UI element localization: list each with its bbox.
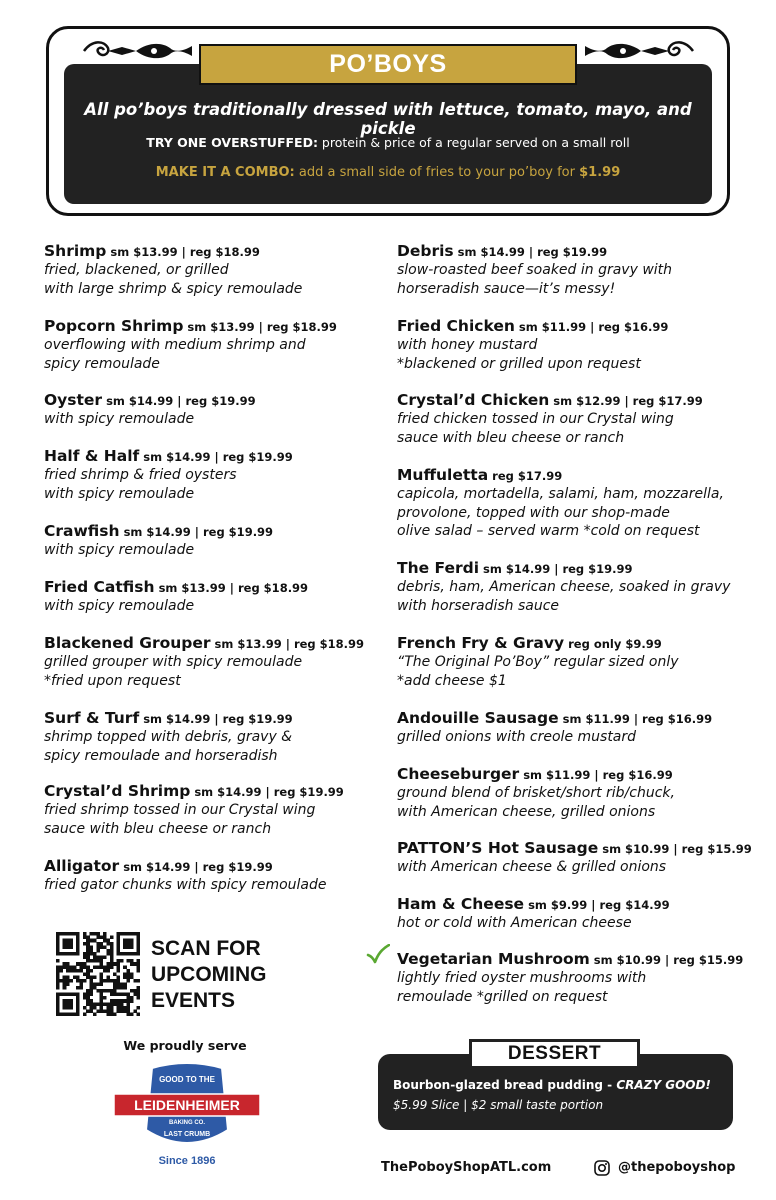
dessert-item-name: Bourbon-glazed bread pudding -: [393, 1078, 617, 1092]
item-price: sm $11.99 | reg $16.99: [562, 712, 713, 726]
menu-item-andouille-sausage: [397, 709, 747, 747]
menu-item-muffuletta: [397, 466, 747, 541]
item-name: Oyster: [44, 391, 103, 409]
menu-item-crystald-shrimp: [44, 782, 394, 838]
item-desc: fried shrimp tossed in our Crystal wing: [44, 802, 316, 818]
dessert-price: $5.99 Slice | $2 small taste portion: [393, 1098, 604, 1112]
item-price: sm $14.99 | reg $19.99: [106, 394, 256, 408]
item-desc: fried gator chunks with spicy remoulade: [44, 877, 327, 893]
item-price: sm $13.99 | reg $18.99: [214, 637, 365, 651]
menu-item-debris: [397, 242, 747, 298]
item-name: Fried Catfish: [44, 578, 155, 596]
menu-item-half-and-half: [44, 447, 394, 503]
dessert-tab: [469, 1039, 640, 1069]
leidenheimer-logo: [112, 1060, 262, 1170]
item-name: Debris: [397, 242, 454, 260]
item-price: sm $14.99 | reg $19.99: [194, 785, 344, 799]
item-desc: grilled onions with creole mustard: [397, 729, 637, 745]
item-name: Crawfish: [44, 522, 120, 540]
item-desc: ground blend of brisket/short rib/chuck,: [397, 785, 675, 801]
logo-top-text: GOOD TO THE: [159, 1075, 215, 1084]
item-name: PATTON’S Hot Sausage: [397, 839, 599, 857]
item-name: Surf & Turf: [44, 709, 140, 727]
item-desc: *blackened or grilled upon request: [397, 355, 641, 372]
item-name: Crystal’d Chicken: [397, 391, 550, 409]
item-desc: fried, blackened, or grilled: [44, 262, 229, 278]
item-desc: with spicy remoulade: [44, 598, 195, 614]
item-price: sm $10.99 | reg $15.99: [593, 953, 744, 967]
scan-line: SCAN FOR: [151, 937, 261, 960]
menu-item-surf-and-turf: [44, 709, 394, 765]
item-desc: spicy remoulade and horseradish: [44, 747, 278, 764]
dessert-item-tag: CRAZY GOOD!: [616, 1078, 711, 1092]
menu-item-vegetarian-mushroom: [397, 950, 747, 1006]
item-desc: debris, ham, American cheese, soaked in gravy: [397, 579, 731, 595]
item-price: sm $11.99 | reg $16.99: [523, 768, 673, 782]
item-price: reg $17.99: [492, 469, 563, 483]
item-name: Crystal’d Shrimp: [44, 782, 191, 800]
item-desc: lightly fried oyster mushrooms with: [397, 970, 647, 986]
overstuffed-label: TRY ONE OVERSTUFFED:: [146, 135, 318, 150]
item-name: Alligator: [44, 857, 120, 875]
dressing-note: All po’boys traditionally dressed with lettuce, tomato, mayo, and pickle: [84, 100, 692, 138]
item-desc: with spicy remoulade: [44, 542, 195, 558]
scan-line: EVENTS: [151, 989, 236, 1012]
instagram-icon[interactable]: [594, 1160, 610, 1176]
logo-since-text: Since 1896: [158, 1155, 216, 1167]
item-price: sm $10.99 | reg $15.99: [602, 842, 752, 856]
item-name: Cheeseburger: [397, 765, 520, 783]
scan-for-events: [151, 936, 351, 1014]
item-name: Popcorn Shrimp: [44, 317, 184, 335]
item-desc: shrimp topped with debris, gravy &: [44, 729, 293, 745]
logo-sub-text: BAKING CO.: [169, 1120, 205, 1126]
item-name: Vegetarian Mushroom: [397, 950, 590, 968]
dessert-title: DESSERT: [507, 1043, 602, 1064]
item-price: sm $13.99 | reg $18.99: [187, 320, 337, 334]
combo-note: [64, 165, 712, 180]
scan-line: UPCOMING: [151, 963, 267, 986]
item-desc: remoulade *grilled on request: [397, 988, 608, 1005]
item-desc: fried shrimp & fried oysters: [44, 467, 237, 483]
item-price: sm $13.99 | reg $18.99: [110, 245, 260, 259]
ornament-left-icon: [82, 38, 194, 64]
website-link[interactable]: ThePoboyShopATL.com: [381, 1160, 552, 1175]
menu-item-shrimp: [44, 242, 394, 298]
item-desc: sauce with bleu cheese or ranch: [44, 820, 272, 837]
item-price: sm $14.99 | reg $19.99: [143, 450, 293, 464]
logo-brand-text: LEIDENHEIMER: [134, 1097, 240, 1113]
item-name: Half & Half: [44, 447, 140, 465]
item-desc: sauce with bleu cheese or ranch: [397, 429, 625, 446]
item-price: sm $9.99 | reg $14.99: [528, 898, 670, 912]
dessert-item: [393, 1078, 711, 1092]
item-desc: slow-roasted beef soaked in gravy with: [397, 262, 673, 278]
menu-item-pattons-hot-sausage: [397, 839, 752, 877]
item-desc: fried chicken tossed in our Crystal wing: [397, 411, 674, 427]
item-desc: with honey mustard: [397, 337, 538, 353]
item-desc: with spicy remoulade: [44, 485, 195, 502]
combo-label: MAKE IT A COMBO:: [155, 165, 295, 180]
menu-item-fried-catfish: [44, 578, 394, 616]
item-name: French Fry & Gravy: [397, 634, 565, 652]
item-price: sm $14.99 | reg $19.99: [483, 562, 633, 576]
title-bar: [199, 44, 577, 85]
item-desc: overflowing with medium shrimp and: [44, 337, 306, 353]
menu-item-french-fry-gravy: [397, 634, 747, 690]
instagram-handle[interactable]: @thepoboyshop: [618, 1160, 736, 1175]
item-desc: grilled grouper with spicy remoulade: [44, 654, 303, 670]
item-desc: olive salad – served warm *cold on request: [397, 523, 700, 539]
vegetarian-check-icon: [366, 944, 390, 964]
menu-item-the-ferdi: [397, 559, 747, 615]
menu-item-crystald-chicken: [397, 391, 747, 447]
item-desc: with horseradish sauce: [397, 597, 560, 614]
menu-item-ham-and-cheese: [397, 895, 747, 933]
menu-item-cheeseburger: [397, 765, 747, 821]
logo-bottom-text: LAST CRUMB: [163, 1131, 211, 1138]
item-name: Muffuletta: [397, 466, 489, 484]
item-price: reg only $9.99: [568, 637, 662, 651]
item-desc: with large shrimp & spicy remoulade: [44, 280, 303, 297]
item-name: Blackened Grouper: [44, 634, 211, 652]
item-price: sm $14.99 | reg $19.99: [143, 712, 293, 726]
qr-code-icon[interactable]: [56, 932, 140, 1016]
ornament-right-icon: [583, 38, 695, 64]
item-desc: “The Original Po’Boy” regular sized only: [397, 654, 679, 670]
page-title: PO’BOYS: [329, 50, 447, 78]
menu-item-fried-chicken: [397, 317, 747, 373]
item-price: sm $11.99 | reg $16.99: [518, 320, 669, 334]
item-name: Shrimp: [44, 242, 107, 260]
item-name: The Ferdi: [397, 559, 480, 577]
menu-item-alligator: [44, 857, 394, 895]
combo-price: $1.99: [579, 165, 621, 180]
menu-item-crawfish: [44, 522, 394, 560]
item-name: Andouille Sausage: [397, 709, 559, 727]
item-desc: capicola, mortadella, salami, ham, mozzarella,: [397, 486, 724, 502]
overstuffed-note: [64, 135, 712, 150]
item-desc: *fried upon request: [44, 672, 181, 689]
item-desc: horseradish sauce—it’s messy!: [397, 280, 616, 297]
item-name: Ham & Cheese: [397, 895, 525, 913]
item-price: sm $13.99 | reg $18.99: [158, 581, 309, 595]
item-desc: provolone, topped with our shop-made: [397, 504, 670, 521]
item-desc: hot or cold with American cheese: [397, 915, 632, 931]
item-desc: with American cheese & grilled onions: [397, 859, 667, 875]
overstuffed-text: protein & price of a regular served on a small roll: [317, 135, 630, 150]
item-name: Fried Chicken: [397, 317, 515, 335]
item-price: sm $14.99 | reg $19.99: [123, 525, 274, 539]
menu-item-popcorn-shrimp: [44, 317, 394, 373]
menu-item-oyster: [44, 391, 394, 429]
item-desc: with spicy remoulade: [44, 411, 195, 427]
combo-text: add a small side of fries to your po’boy for: [294, 165, 580, 180]
menu-item-blackened-grouper: [44, 634, 394, 690]
item-desc: *add cheese $1: [397, 672, 507, 689]
proudly-serve-label: We proudly serve: [123, 1038, 247, 1053]
item-desc: spicy remoulade: [44, 355, 160, 372]
item-desc: with American cheese, grilled onions: [397, 803, 656, 820]
item-price: sm $12.99 | reg $17.99: [553, 394, 703, 408]
item-price: sm $14.99 | reg $19.99: [123, 860, 273, 874]
item-price: sm $14.99 | reg $19.99: [457, 245, 608, 259]
